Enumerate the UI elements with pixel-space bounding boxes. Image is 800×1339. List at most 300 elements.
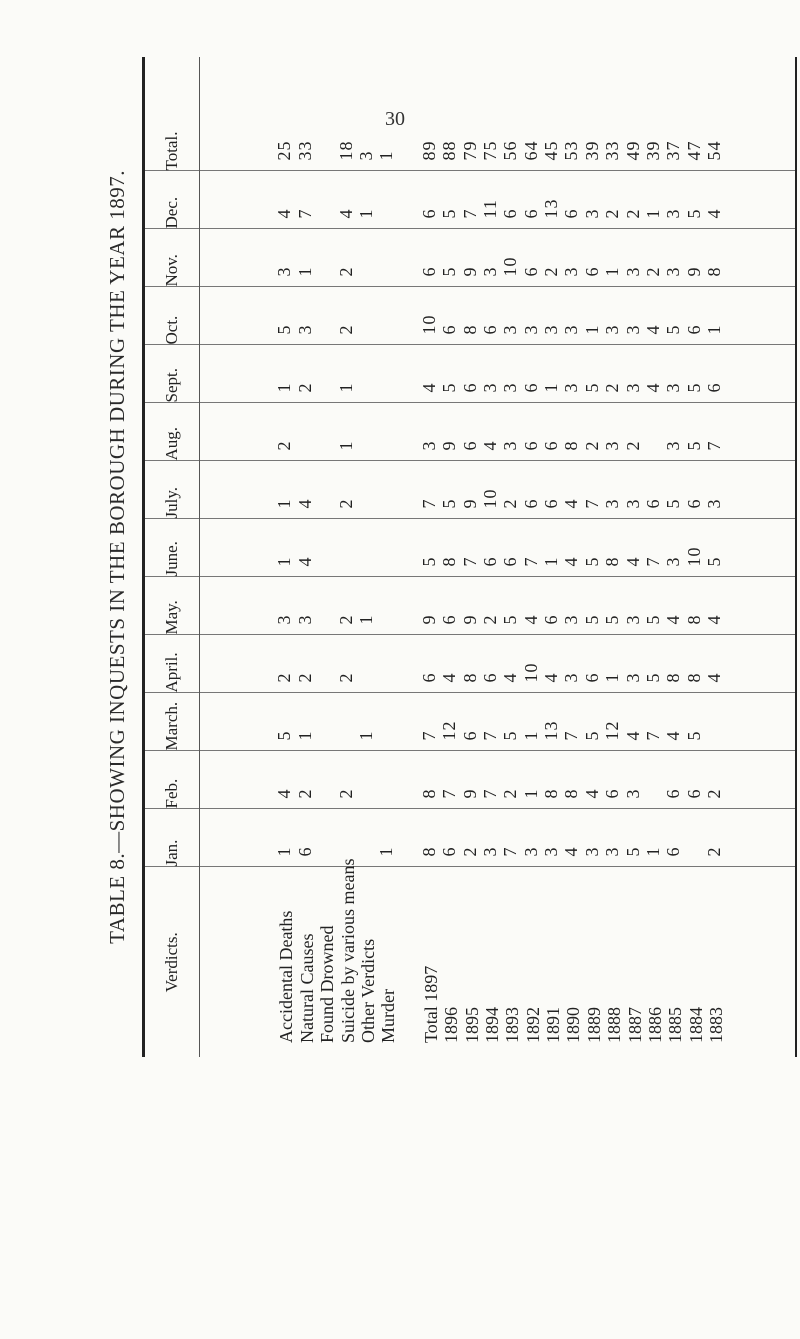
header-month-aug: Aug. bbox=[144, 403, 200, 461]
header-month-april: April. bbox=[144, 635, 200, 693]
verdict-value bbox=[316, 288, 336, 335]
year-value: 33 bbox=[602, 140, 623, 161]
year-value: 6 bbox=[479, 672, 500, 683]
year-value: 2 bbox=[622, 440, 643, 451]
year-value: 2 bbox=[602, 382, 623, 393]
verdict-value: 3 bbox=[274, 266, 295, 277]
year-label: 1885 bbox=[665, 1007, 686, 1043]
year-value: 89 bbox=[418, 140, 439, 161]
column-march bbox=[200, 693, 797, 751]
year-value: 6 bbox=[602, 788, 623, 799]
year-value: 3 bbox=[622, 266, 643, 277]
year-value: 4 bbox=[541, 672, 562, 683]
verdict-value bbox=[377, 346, 397, 393]
year-value: 7 bbox=[439, 788, 460, 799]
verdict-value: 1 bbox=[274, 846, 295, 857]
year-value: 6 bbox=[418, 208, 439, 219]
year-value: 5 bbox=[643, 614, 664, 625]
verdict-value: 4 bbox=[335, 208, 356, 219]
year-value: 11 bbox=[479, 199, 500, 219]
year-value: 39 bbox=[643, 140, 664, 161]
year-value: 4 bbox=[520, 614, 541, 625]
year-value: 54 bbox=[704, 140, 725, 161]
year-value: 3 bbox=[479, 846, 500, 857]
year-value: 2 bbox=[581, 440, 602, 451]
year-value: 8 bbox=[418, 788, 439, 799]
verdict-value bbox=[357, 636, 377, 683]
verdict-value bbox=[357, 752, 377, 799]
verdict-value bbox=[377, 462, 397, 509]
year-value: 3 bbox=[520, 846, 541, 857]
verdict-value bbox=[357, 404, 377, 451]
year-value: 3 bbox=[500, 324, 521, 335]
year-value: 1 bbox=[602, 266, 623, 277]
year-value: 3 bbox=[479, 382, 500, 393]
year-value: 5 bbox=[663, 498, 684, 509]
year-label: 1891 bbox=[543, 1007, 564, 1043]
verdict-value: 2 bbox=[335, 266, 356, 277]
header-month-march: March. bbox=[144, 693, 200, 751]
verdict-value bbox=[377, 636, 397, 683]
year-value: 2 bbox=[704, 846, 725, 857]
verdicts-column bbox=[200, 858, 797, 1057]
year-value: 8 bbox=[459, 324, 480, 335]
year-value: 6 bbox=[418, 672, 439, 683]
year-value: 3 bbox=[622, 788, 643, 799]
verdict-value bbox=[337, 520, 357, 567]
verdict-value: 1 bbox=[355, 730, 376, 741]
year-value: 10 bbox=[683, 546, 704, 567]
year-value: 7 bbox=[561, 730, 582, 741]
verdict-value: 2 bbox=[274, 672, 295, 683]
verdict-value: 3 bbox=[274, 614, 295, 625]
verdict-value: 1 bbox=[335, 382, 356, 393]
column-oct bbox=[200, 287, 797, 345]
header-month-june: June. bbox=[144, 519, 200, 577]
year-value: 1 bbox=[541, 556, 562, 567]
year-value: 3 bbox=[561, 614, 582, 625]
page-number: 30 bbox=[385, 108, 405, 130]
column-nov bbox=[200, 229, 797, 287]
verdict-label: Suicide by various means bbox=[337, 858, 358, 1043]
year-value: 5 bbox=[683, 208, 704, 219]
year-value: 3 bbox=[602, 846, 623, 857]
year-value: 10 bbox=[418, 314, 439, 335]
verdict-value: 2 bbox=[294, 382, 315, 393]
year-value: 4 bbox=[704, 672, 725, 683]
header-month-jan: Jan. bbox=[144, 809, 200, 867]
verdict-value: 4 bbox=[274, 788, 295, 799]
verdict-value bbox=[357, 520, 377, 567]
year-value: 3 bbox=[479, 266, 500, 277]
year-value: 7 bbox=[500, 846, 521, 857]
year-value: 8 bbox=[459, 672, 480, 683]
verdict-value: 2 bbox=[335, 788, 356, 799]
year-value bbox=[644, 752, 664, 799]
year-value bbox=[685, 810, 705, 857]
verdict-value: 2 bbox=[335, 324, 356, 335]
year-value: 9 bbox=[459, 266, 480, 277]
year-value: 3 bbox=[500, 440, 521, 451]
verdict-value bbox=[316, 810, 336, 857]
year-value: 1 bbox=[704, 324, 725, 335]
year-value: 5 bbox=[663, 324, 684, 335]
verdict-value: 2 bbox=[274, 440, 295, 451]
column-total bbox=[200, 57, 797, 171]
year-value: 2 bbox=[643, 266, 664, 277]
year-value: 5 bbox=[683, 730, 704, 741]
year-value: 9 bbox=[418, 614, 439, 625]
year-value: 8 bbox=[704, 266, 725, 277]
year-value: 5 bbox=[439, 382, 460, 393]
year-value: 5 bbox=[500, 614, 521, 625]
verdict-value bbox=[316, 57, 336, 161]
year-value: 2 bbox=[500, 788, 521, 799]
verdict-value: 1 bbox=[355, 614, 376, 625]
year-value: 9 bbox=[683, 266, 704, 277]
verdict-value bbox=[316, 520, 336, 567]
year-value: 3 bbox=[602, 498, 623, 509]
year-value: 6 bbox=[479, 324, 500, 335]
verdict-value bbox=[377, 288, 397, 335]
header-month-dec: Dec. bbox=[144, 171, 200, 229]
year-value: 5 bbox=[500, 730, 521, 741]
verdict-value bbox=[316, 230, 336, 277]
year-value: 9 bbox=[439, 440, 460, 451]
year-value: 8 bbox=[683, 614, 704, 625]
year-value: 13 bbox=[541, 720, 562, 741]
year-value: 5 bbox=[439, 266, 460, 277]
year-value: 7 bbox=[418, 498, 439, 509]
year-value: 6 bbox=[459, 382, 480, 393]
year-value: 4 bbox=[622, 730, 643, 741]
year-value: 10 bbox=[500, 256, 521, 277]
verdict-value: 4 bbox=[294, 498, 315, 509]
year-value: 64 bbox=[520, 140, 541, 161]
year-value: 6 bbox=[704, 382, 725, 393]
verdict-label: Found Drowned bbox=[317, 925, 338, 1043]
year-value: 6 bbox=[643, 498, 664, 509]
year-value: 3 bbox=[541, 324, 562, 335]
year-value: 3 bbox=[520, 324, 541, 335]
header-total: Total. bbox=[144, 57, 200, 171]
column-aug bbox=[200, 403, 797, 461]
verdict-value: 2 bbox=[294, 788, 315, 799]
year-value: 53 bbox=[561, 140, 582, 161]
year-value: 3 bbox=[561, 266, 582, 277]
verdict-value: 1 bbox=[355, 208, 376, 219]
year-label: 1884 bbox=[685, 1007, 706, 1043]
year-value: 4 bbox=[704, 208, 725, 219]
year-value: 6 bbox=[500, 556, 521, 567]
year-label: 1887 bbox=[624, 1007, 645, 1043]
header-month-oct: Oct. bbox=[144, 287, 200, 345]
year-value: 7 bbox=[479, 730, 500, 741]
year-value: 6 bbox=[541, 498, 562, 509]
year-value: 4 bbox=[439, 672, 460, 683]
year-value: 5 bbox=[418, 556, 439, 567]
year-label: 1888 bbox=[604, 1007, 625, 1043]
year-value: 2 bbox=[622, 208, 643, 219]
year-value: 10 bbox=[479, 488, 500, 509]
verdict-value bbox=[337, 694, 357, 741]
year-value: 4 bbox=[561, 498, 582, 509]
year-value: 7 bbox=[418, 730, 439, 741]
verdict-value: 2 bbox=[294, 672, 315, 683]
year-value: 6 bbox=[479, 556, 500, 567]
year-value: 79 bbox=[459, 140, 480, 161]
year-value bbox=[644, 404, 664, 451]
verdict-value bbox=[377, 520, 397, 567]
verdict-value: 4 bbox=[274, 208, 295, 219]
year-value: 7 bbox=[643, 556, 664, 567]
verdict-value: 18 bbox=[335, 140, 356, 161]
verdict-value bbox=[316, 636, 336, 683]
year-value: 5 bbox=[439, 498, 460, 509]
year-value: 3 bbox=[561, 672, 582, 683]
year-value: 6 bbox=[663, 846, 684, 857]
year-value: 9 bbox=[459, 614, 480, 625]
verdict-value bbox=[357, 230, 377, 277]
year-value: 1 bbox=[643, 208, 664, 219]
year-value: 2 bbox=[704, 788, 725, 799]
year-value: 6 bbox=[581, 672, 602, 683]
column-jan bbox=[200, 809, 797, 867]
verdict-value: 2 bbox=[335, 672, 356, 683]
verdict-label: Other Verdicts bbox=[357, 938, 378, 1043]
rotated-table-wrapper bbox=[92, 57, 797, 1057]
year-value: 4 bbox=[663, 730, 684, 741]
year-value: 5 bbox=[439, 208, 460, 219]
verdict-value: 1 bbox=[274, 556, 295, 567]
verdict-value: 6 bbox=[294, 846, 315, 857]
year-value: 3 bbox=[622, 324, 643, 335]
year-label: 1896 bbox=[441, 1007, 462, 1043]
header-month-feb: Feb. bbox=[144, 751, 200, 809]
verdict-value bbox=[357, 462, 377, 509]
year-value: 5 bbox=[581, 556, 602, 567]
year-value: 9 bbox=[459, 788, 480, 799]
year-value: 6 bbox=[439, 324, 460, 335]
year-value: 4 bbox=[643, 324, 664, 335]
totals-label: Total 1897 bbox=[420, 965, 441, 1043]
year-value: 3 bbox=[541, 846, 562, 857]
year-value: 6 bbox=[683, 498, 704, 509]
year-value: 49 bbox=[622, 140, 643, 161]
year-value: 2 bbox=[602, 208, 623, 219]
year-value bbox=[705, 694, 725, 741]
verdict-value bbox=[316, 462, 336, 509]
verdict-value bbox=[316, 404, 336, 451]
year-value: 6 bbox=[541, 614, 562, 625]
body-row bbox=[200, 57, 797, 1057]
column-june bbox=[200, 519, 797, 577]
year-value: 12 bbox=[439, 720, 460, 741]
year-value: 5 bbox=[683, 440, 704, 451]
year-value: 4 bbox=[418, 382, 439, 393]
verdict-value: 1 bbox=[274, 382, 295, 393]
year-value: 6 bbox=[520, 382, 541, 393]
column-may bbox=[200, 577, 797, 635]
year-value: 6 bbox=[581, 266, 602, 277]
verdict-value: 25 bbox=[274, 140, 295, 161]
verdict-value: 3 bbox=[294, 614, 315, 625]
year-value: 1 bbox=[581, 324, 602, 335]
year-value: 1 bbox=[520, 730, 541, 741]
inquest-table bbox=[92, 57, 797, 1057]
year-value: 7 bbox=[520, 556, 541, 567]
year-value: 4 bbox=[561, 846, 582, 857]
year-value: 6 bbox=[520, 498, 541, 509]
year-value: 4 bbox=[561, 556, 582, 567]
year-value: 5 bbox=[581, 382, 602, 393]
year-value: 3 bbox=[622, 672, 643, 683]
verdict-value bbox=[357, 810, 377, 857]
year-value: 12 bbox=[602, 720, 623, 741]
table-title: TABLE 8.—SHOWING INQUESTS IN THE BOROUGH DURING THE YEAR 1897. bbox=[92, 57, 144, 1057]
verdict-value bbox=[316, 752, 336, 799]
year-label: 1889 bbox=[583, 1007, 604, 1043]
verdict-value: 1 bbox=[376, 846, 397, 857]
year-value: 8 bbox=[683, 672, 704, 683]
header-month-nov: Nov. bbox=[144, 229, 200, 287]
year-value: 39 bbox=[581, 140, 602, 161]
year-value: 3 bbox=[663, 440, 684, 451]
year-value: 3 bbox=[561, 324, 582, 335]
header-verdicts: Verdicts. bbox=[144, 867, 200, 1057]
year-value: 1 bbox=[602, 672, 623, 683]
verdict-value bbox=[377, 694, 397, 741]
verdict-label: Accidental Deaths bbox=[276, 910, 297, 1043]
year-value: 4 bbox=[581, 788, 602, 799]
year-value: 5 bbox=[704, 556, 725, 567]
year-value: 3 bbox=[622, 498, 643, 509]
year-value: 3 bbox=[663, 266, 684, 277]
year-label: 1893 bbox=[502, 1007, 523, 1043]
year-value: 37 bbox=[663, 140, 684, 161]
year-value: 6 bbox=[683, 788, 704, 799]
year-value: 5 bbox=[581, 730, 602, 741]
year-value: 2 bbox=[479, 614, 500, 625]
year-value: 6 bbox=[439, 614, 460, 625]
year-value: 6 bbox=[520, 266, 541, 277]
year-value: 4 bbox=[479, 440, 500, 451]
year-value: 5 bbox=[643, 672, 664, 683]
year-value: 3 bbox=[418, 440, 439, 451]
year-value: 4 bbox=[663, 614, 684, 625]
verdict-value bbox=[377, 172, 397, 219]
year-value: 6 bbox=[459, 730, 480, 741]
year-value: 3 bbox=[663, 556, 684, 567]
year-value: 6 bbox=[459, 440, 480, 451]
verdict-value bbox=[316, 694, 336, 741]
year-label: 1890 bbox=[563, 1007, 584, 1043]
header-month-sept: Sept. bbox=[144, 345, 200, 403]
year-value: 5 bbox=[602, 614, 623, 625]
verdict-value bbox=[377, 752, 397, 799]
verdict-value: 1 bbox=[294, 730, 315, 741]
verdict-label: Murder bbox=[378, 989, 399, 1043]
column-feb bbox=[200, 751, 797, 809]
year-value: 5 bbox=[622, 846, 643, 857]
year-value: 7 bbox=[581, 498, 602, 509]
year-value: 4 bbox=[622, 556, 643, 567]
header-row bbox=[144, 57, 200, 1057]
year-value: 1 bbox=[520, 788, 541, 799]
year-value: 45 bbox=[541, 140, 562, 161]
verdict-value: 33 bbox=[294, 140, 315, 161]
year-label: 1894 bbox=[481, 1007, 502, 1043]
year-value: 6 bbox=[663, 788, 684, 799]
verdict-label: Natural Causes bbox=[296, 933, 317, 1043]
verdict-value: 2 bbox=[335, 498, 356, 509]
verdict-value bbox=[357, 346, 377, 393]
header-month-may: May. bbox=[144, 577, 200, 635]
column-july bbox=[200, 461, 797, 519]
year-value: 6 bbox=[418, 266, 439, 277]
year-value: 10 bbox=[520, 662, 541, 683]
year-value: 88 bbox=[439, 140, 460, 161]
verdict-value: 5 bbox=[274, 730, 295, 741]
verdict-value bbox=[377, 404, 397, 451]
year-value: 6 bbox=[683, 324, 704, 335]
verdict-value: 4 bbox=[294, 556, 315, 567]
year-value: 8 bbox=[602, 556, 623, 567]
year-label: 1883 bbox=[706, 1007, 727, 1043]
year-value: 5 bbox=[683, 382, 704, 393]
year-label: 1886 bbox=[645, 1007, 666, 1043]
year-value: 6 bbox=[561, 208, 582, 219]
year-value: 56 bbox=[500, 140, 521, 161]
verdict-value: 1 bbox=[274, 498, 295, 509]
verdict-value: 3 bbox=[294, 324, 315, 335]
verdict-value bbox=[377, 578, 397, 625]
verdict-value bbox=[337, 810, 357, 857]
year-value: 3 bbox=[663, 208, 684, 219]
year-value: 3 bbox=[581, 208, 602, 219]
year-value: 5 bbox=[581, 614, 602, 625]
year-value: 3 bbox=[581, 846, 602, 857]
year-value: 3 bbox=[500, 382, 521, 393]
year-value: 8 bbox=[561, 440, 582, 451]
year-value: 4 bbox=[500, 672, 521, 683]
verdict-value: 7 bbox=[294, 208, 315, 219]
verdict-value bbox=[296, 404, 316, 451]
verdict-value bbox=[316, 172, 336, 219]
verdict-value bbox=[377, 230, 397, 277]
year-value: 7 bbox=[643, 730, 664, 741]
year-value: 3 bbox=[602, 324, 623, 335]
year-value: 47 bbox=[683, 140, 704, 161]
year-label: 1892 bbox=[522, 1007, 543, 1043]
year-value: 8 bbox=[541, 788, 562, 799]
verdict-value: 1 bbox=[335, 440, 356, 451]
year-value: 7 bbox=[459, 556, 480, 567]
column-april bbox=[200, 635, 797, 693]
year-value: 2 bbox=[500, 498, 521, 509]
verdict-value: 3 bbox=[355, 150, 376, 161]
year-value: 4 bbox=[643, 382, 664, 393]
year-value: 6 bbox=[520, 440, 541, 451]
column-sept bbox=[200, 345, 797, 403]
year-value: 7 bbox=[479, 788, 500, 799]
header-month-july: July. bbox=[144, 461, 200, 519]
verdict-value bbox=[316, 346, 336, 393]
year-value: 8 bbox=[418, 846, 439, 857]
verdict-value: 1 bbox=[294, 266, 315, 277]
year-value: 1 bbox=[541, 382, 562, 393]
year-value: 6 bbox=[439, 846, 460, 857]
